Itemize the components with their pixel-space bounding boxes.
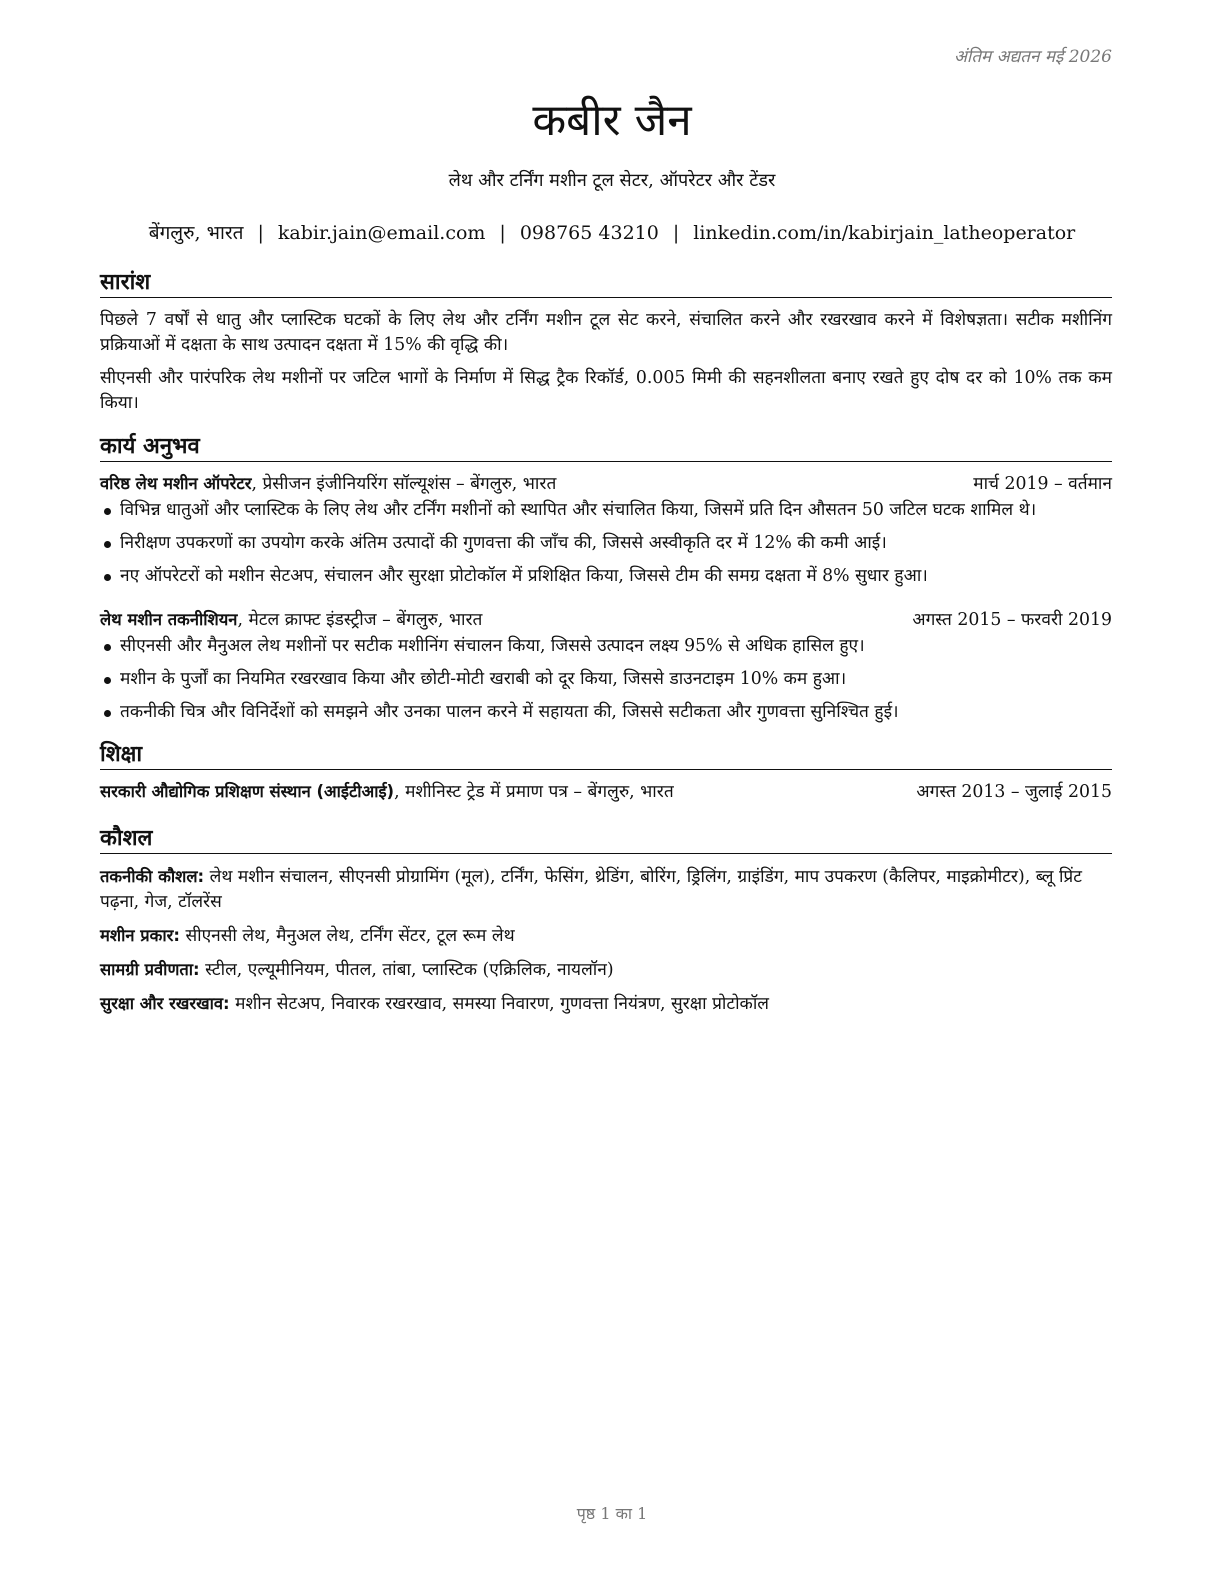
skills-heading: कौशल bbox=[100, 822, 1112, 854]
education-institution-detail bbox=[100, 780, 674, 804]
skill-label: मशीन प्रकार: bbox=[100, 926, 180, 945]
resume-body bbox=[100, 266, 1112, 1025]
contact-location: बेंगलुरु, भारत bbox=[148, 222, 244, 244]
job-role-org bbox=[100, 608, 482, 632]
list-item: तकनीकी चित्र और विनिर्देशों को समझने और उनका पालन करने में सहायता की, जिससे सटीकता और गुणवत्ता सुनिश्चित हुई। bbox=[100, 700, 1112, 724]
candidate-name: कबीर जैन bbox=[532, 95, 692, 146]
page-number: पृष्ठ 1 का 1 bbox=[576, 1504, 648, 1523]
education-entry bbox=[100, 780, 1112, 804]
list-item: मशीन के पुर्जों का नियमित रखरखाव किया और छोटी-मोटी खराबी को दूर किया, जिससे डाउनटाइम 10% कम हुआ। bbox=[100, 667, 1112, 691]
skill-value: सीएनसी लेथ, मैनुअल लेथ, टर्निंग सेंटर, टूल रूम लेथ bbox=[179, 926, 515, 946]
list-item: विभिन्न धातुओं और प्लास्टिक के लिए लेथ और टर्निंग मशीनों को स्थापित और संचालित किया, जिसमें प्रति दिन औसतन 50 जटिल घटक शामिल थे। bbox=[100, 498, 1112, 522]
job-dates: मार्च 2019 – वर्तमान bbox=[973, 474, 1112, 494]
job-bullets bbox=[100, 498, 1112, 588]
job-org: , मेटल क्राफ्ट इंडस्ट्रीज – बेंगलुरु, भारत bbox=[237, 610, 483, 630]
education-detail: , मशीनिस्ट ट्रेड में प्रमाण पत्र – बेंगलुरु, भारत bbox=[394, 782, 674, 802]
skill-line bbox=[100, 864, 1112, 915]
contact-linkedin[interactable]: linkedin.com/in/kabirjain_latheoperator bbox=[693, 222, 1076, 244]
job-bullets bbox=[100, 634, 1112, 724]
job-header bbox=[100, 608, 1112, 632]
contact-separator: | bbox=[257, 222, 264, 244]
contact-separator: | bbox=[499, 222, 506, 244]
job-dates: अगस्त 2015 – फरवरी 2019 bbox=[912, 610, 1112, 630]
skill-value: मशीन सेटअप, निवारक रखरखाव, समस्या निवारण, गुणवत्ता नियंत्रण, सुरक्षा प्रोटोकॉल bbox=[229, 994, 770, 1014]
contact-line bbox=[0, 219, 1224, 245]
job-org: , प्रेसीजन इंजीनियरिंग सॉल्यूशंस – बेंगलुरु, भारत bbox=[251, 474, 557, 494]
contact-email[interactable]: kabir.jain@email.com bbox=[277, 222, 486, 244]
list-item: निरीक्षण उपकरणों का उपयोग करके अंतिम उत्पादों की गुणवत्ता की जाँच की, जिससे अस्वीकृति दर में 12% की कमी आई। bbox=[100, 531, 1112, 555]
contact-separator: | bbox=[672, 222, 680, 244]
list-item: नए ऑपरेटरों को मशीन सेटअप, संचालन और सुरक्षा प्रोटोकॉल में प्रशिक्षित किया, जिससे टीम की समग्र दक्षता में 8% सुधार हुआ। bbox=[100, 564, 1112, 588]
education-institution: सरकारी औद्योगिक प्रशिक्षण संस्थान (आईटीआई) bbox=[100, 782, 395, 801]
education-dates: अगस्त 2013 – जुलाई 2015 bbox=[916, 782, 1112, 802]
skill-line bbox=[100, 923, 1112, 949]
skill-line bbox=[100, 957, 1112, 983]
job-title-tagline: लेथ और टर्निंग मशीन टूल सेटर, ऑपरेटर और टेंडर bbox=[448, 170, 776, 191]
education-heading: शिक्षा bbox=[100, 738, 1112, 770]
summary-paragraph: सीएनसी और पारंपरिक लेथ मशीनों पर जटिल भागों के निर्माण में सिद्ध ट्रैक रिकॉर्ड, 0.005 मिमी की सहनशीलता बनाए रखते हुए दोष दर को 10% तक कम किया। bbox=[100, 368, 1112, 413]
skill-value: स्टील, एल्यूमीनियम, पीतल, तांबा, प्लास्टिक (एक्रिलिक, नायलॉन) bbox=[199, 960, 614, 980]
job-role-org bbox=[100, 472, 556, 496]
last-updated: अंतिम अद्यतन मई 2026 bbox=[953, 47, 1112, 67]
job-role: वरिष्ठ लेथ मशीन ऑपरेटर bbox=[100, 474, 252, 493]
skill-label: सामग्री प्रवीणता: bbox=[100, 960, 200, 979]
experience-heading: कार्य अनुभव bbox=[100, 430, 1112, 462]
job-header bbox=[100, 472, 1112, 496]
skill-line bbox=[100, 991, 1112, 1017]
job-role: लेथ मशीन तकनीशियन bbox=[100, 610, 238, 629]
summary-heading: सारांश bbox=[100, 266, 1112, 298]
summary-paragraph: पिछले 7 वर्षों से धातु और प्लास्टिक घटकों के लिए लेथ और टर्निंग मशीन टूल सेट करने, संचालित करने और रखरखाव करने में विशेषज्ञता। सटीक मशीनिंग प्रक्रियाओं में दक्षता के साथ उत्पादन दक्षता में 15% की वृद्धि की। bbox=[100, 310, 1112, 355]
skill-label: तकनीकी कौशल: bbox=[100, 867, 205, 886]
contact-phone[interactable]: 098765 43210 bbox=[519, 222, 659, 244]
skill-label: सुरक्षा और रखरखाव: bbox=[100, 994, 230, 1013]
skill-value: लेथ मशीन संचालन, सीएनसी प्रोग्रामिंग (मूल), टर्निंग, फेसिंग, थ्रेडिंग, बोरिंग, ड्रिलिंग, ग्राइंडिंग, माप उपकरण (कैलिपर, माइक्रोमीटर), ब्लू प्रिंट पढ़ना, गेज, टॉलरेंस bbox=[100, 867, 1082, 912]
list-item: सीएनसी और मैनुअल लेथ मशीनों पर सटीक मशीनिंग संचालन किया, जिससे उत्पादन लक्ष्य 95% से अधिक हासिल हुए। bbox=[100, 634, 1112, 658]
